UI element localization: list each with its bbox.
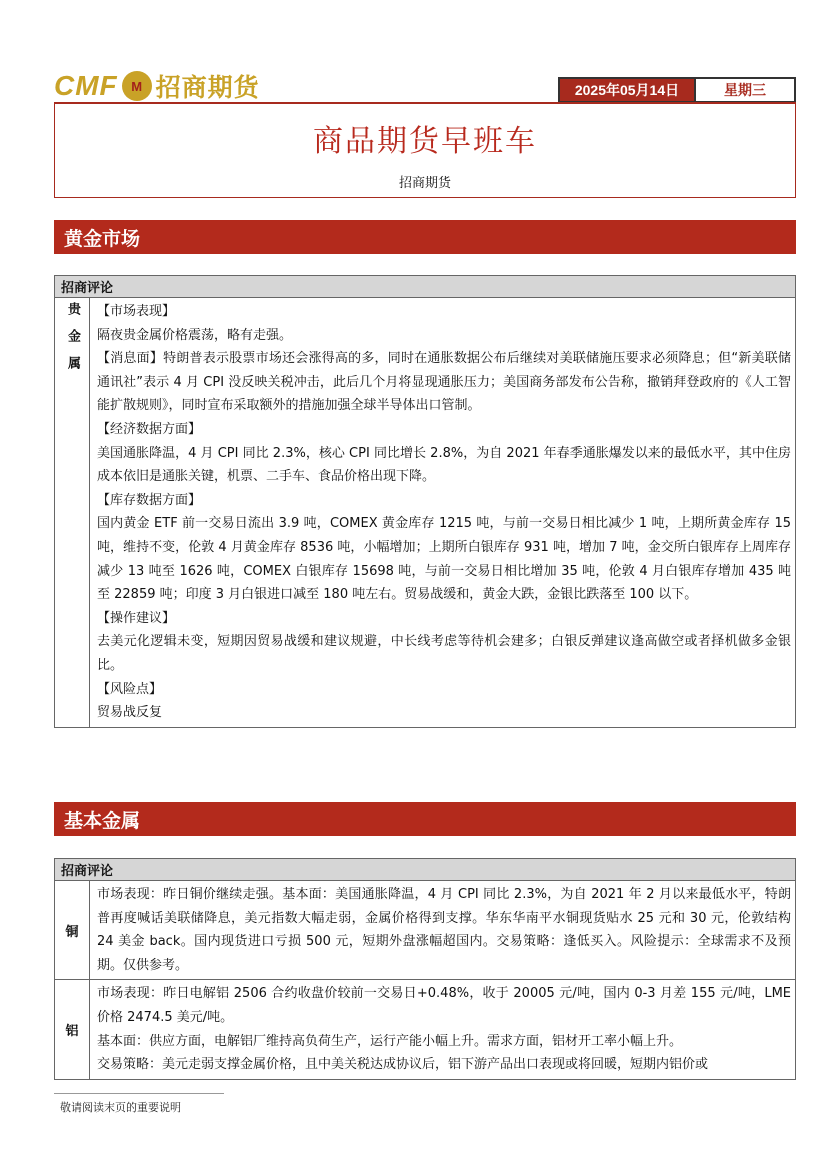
row-label-text: 铝: [65, 1024, 79, 1040]
footer-divider: [54, 1093, 224, 1094]
footer-disclaimer: 敬请阅读末页的重要说明: [60, 1101, 181, 1114]
paragraph: 【风险点】: [97, 681, 163, 697]
aluminum-commentary-text: [90, 980, 795, 1078]
company-logo: [54, 68, 260, 104]
gold-commentary-text: [90, 298, 795, 727]
paragraph: 贸易战反复: [97, 705, 163, 721]
paragraph: 国内黄金 ETF 前一交易日流出 3.9 吨，COMEX 黄金库存 1215 吨，与前一交易日相比减少 1 吨，上期所黄金库存 15 吨，维持不变，伦敦 4 月黄金库存 8536 吨，小幅增加；上期所白银库存 931 吨，增加 7 吨，金交所白银库存上周库存减少 13 吨至 1626 吨，COMEX 白银库存 15698 吨，与前一交易日相比增加 35 吨，伦敦 4 月白银库存增加 435 吨至 22859 吨；印度 3 月白银进口减至 180 吨左右。贸易战缓和，黄金大跌，金银比跌落至 100 以下。: [97, 516, 791, 603]
section-heading-gold: 黄金市场: [54, 220, 796, 254]
paragraph: 【经济数据方面】: [97, 421, 202, 437]
paragraph: 【消息面】特朗普表示股票市场还会涨得高的多，同时在通胀数据公布后继续对美联储施压要求必须降息；但“新美联储通讯社”表示 4 月 CPI 没反映关税冲击，此后几个月将显现通胀压力；美国商务部发布公告称，撤销拜登政府的《人工智能扩散规则》，同时宣布采取额外的措施加强全球半导体出口管制。: [97, 351, 791, 414]
paragraph: 基本面：供应方面，电解铝厂维持高负荷生产，运行产能小幅上升。需求方面，铝材开工率小幅上升。: [97, 1033, 683, 1049]
paragraph: 市场表现：昨日铜价继续走强。基本面：美国通胀降温，4 月 CPI 同比 2.3%，为自 2021 年 2 月以来最低水平，特朗普再度喊话美联储降息，美元指数大幅走弱，金属价格得到支撑。华东华南平水铜现货贴水 25 元和 30 元，伦敦结构 24 美金 back。国内现货进口亏损 500 元，短期外盘涨幅超国内。交易策略：逢低买入。风险提示：全球需求不及预期。仅供参考。: [97, 887, 791, 973]
report-weekday: 星期三: [696, 77, 796, 103]
paragraph: 美国通胀降温，4 月 CPI 同比 2.3%，核心 CPI 同比增长 2.8%，为自 2021 年春季通胀爆发以来的最低水平，其中住房成本依旧是通胀关键，机票、二手车、食品价格出现下降。: [97, 445, 791, 485]
row-label-text: 贵金属: [65, 302, 80, 383]
logo-cmf-text: CMF: [54, 70, 118, 101]
paragraph: 市场表现：昨日电解铝 2506 合约收盘价较前一交易日+0.48%，收于 20005 元/吨，国内 0-3 月差 155 元/吨，LME 价格 2474.5 美元/吨。: [97, 986, 791, 1025]
row-label: [55, 980, 90, 1078]
page-subtitle: 招商期货: [398, 176, 451, 191]
panel-header: 招商评论: [55, 859, 795, 881]
gold-commentary-panel: [54, 275, 796, 728]
panel-header: 招商评论: [55, 276, 795, 298]
report-date: 2025年05月14日: [558, 77, 696, 103]
base-metals-commentary-panel: [54, 858, 796, 1080]
logo-company-name: 招商期货: [155, 73, 260, 102]
paragraph: 【库存数据方面】: [97, 492, 202, 508]
paragraph: 去美元化逻辑未变，短期因贸易战缓和建议规避，中长线考虑等待机会建多；白银反弹建议逢高做空或者择机做多金银比。: [97, 634, 791, 673]
logo-badge-icon: M: [122, 71, 152, 101]
page-title: 商品期货早班车: [313, 124, 537, 159]
aluminum-row: [55, 979, 795, 1078]
paragraph: 【操作建议】: [97, 610, 176, 626]
gold-row: [55, 298, 795, 727]
row-label-text: 铜: [65, 924, 79, 940]
paragraph: 【市场表现】: [97, 304, 176, 319]
row-label: [55, 298, 90, 727]
copper-commentary-text: [90, 881, 795, 979]
section-heading-base-metals: 基本金属: [54, 802, 796, 836]
row-label: [55, 881, 90, 979]
title-box: [54, 102, 796, 198]
paragraph: 交易策略：美元走弱支撑金属价格，且中美关税达成协议后，铝下游产品出口表现或将回暖，短期内铝价或: [97, 1057, 709, 1073]
copper-row: [55, 881, 795, 979]
paragraph: 隔夜贵金属价格震荡，略有走强。: [97, 327, 293, 343]
